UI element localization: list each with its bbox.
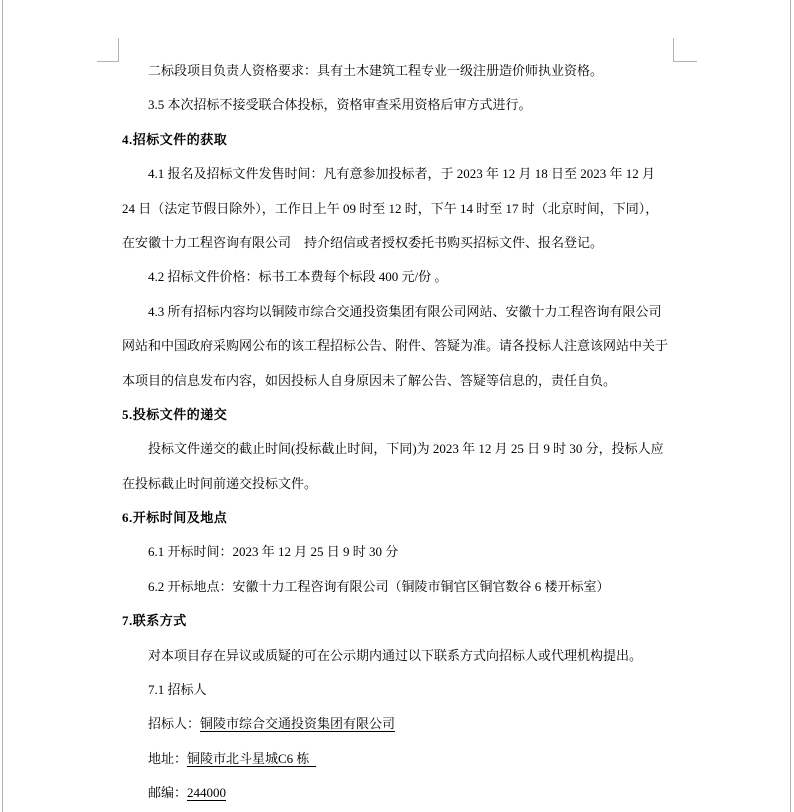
section-heading bbox=[122, 501, 673, 535]
text-run: 7.联系方式 bbox=[122, 613, 187, 629]
document-text-body bbox=[122, 54, 673, 811]
section-heading bbox=[122, 604, 673, 638]
text-line bbox=[122, 639, 673, 673]
page-left-edge-line bbox=[2, 0, 3, 812]
text-line bbox=[122, 673, 673, 707]
text-run: 3.5 本次招标不接受联合体投标，资格审查采用资格后审方式进行。 bbox=[148, 97, 532, 113]
text-run: 对本项目存在异议或质疑的可在公示期内通过以下联系方式向招标人或代理机构提出。 bbox=[148, 647, 643, 663]
margin-crop-mark-top-left-icon bbox=[97, 38, 119, 62]
underlined-field-value: 铜陵市综合交通投资集团有限公司 bbox=[200, 716, 396, 732]
text-line bbox=[122, 54, 673, 88]
text-line bbox=[122, 570, 673, 604]
text-line bbox=[122, 535, 673, 569]
text-run: 6.1 开标时间：2023 年 12 月 25 日 9 时 30 分 bbox=[148, 544, 399, 560]
text-run: 投标文件递交的截止时间(投标截止时间，下同)为 2023 年 12 月 25 日 9 时 30 分，投标人应 bbox=[148, 441, 664, 457]
text-line bbox=[122, 707, 673, 741]
text-line bbox=[122, 329, 673, 363]
text-line bbox=[122, 192, 673, 226]
underlined-field-value: 铜陵市北斗星城C6 栋 bbox=[187, 750, 316, 766]
text-run: 邮编： bbox=[148, 785, 188, 801]
text-run: 地址： bbox=[148, 750, 188, 766]
text-line bbox=[122, 88, 673, 122]
text-line bbox=[122, 432, 673, 466]
text-line bbox=[122, 157, 673, 191]
text-run: 4.招标文件的获取 bbox=[122, 131, 228, 147]
text-run: 6.开标时间及地点 bbox=[122, 510, 228, 526]
section-heading bbox=[122, 123, 673, 157]
text-run: 7.1 招标人 bbox=[148, 682, 207, 698]
text-run: 网站和中国政府采购网公布的该工程招标公告、附件、答疑为准。请各投标人注意该网站中关于 bbox=[122, 338, 669, 354]
text-line bbox=[122, 776, 673, 810]
text-run: 4.2 招标文件价格：标书工本费每个标段 400 元/份 。 bbox=[148, 269, 448, 285]
text-line bbox=[122, 226, 673, 260]
text-run: 二标段项目负责人资格要求：具有土木建筑工程专业一级注册造价师执业资格。 bbox=[148, 63, 604, 78]
text-line bbox=[122, 467, 673, 501]
margin-crop-mark-top-right-icon bbox=[673, 38, 697, 62]
text-run: 招标人： bbox=[148, 716, 201, 732]
text-run: 在安徽十力工程咨询有限公司 持介绍信或者授权委托书购买招标文件、报名登记。 bbox=[122, 234, 604, 250]
underlined-field-value: 244000 bbox=[187, 785, 227, 801]
section-heading bbox=[122, 398, 673, 432]
text-line bbox=[122, 742, 673, 776]
text-run: 在投标截止时间前递交投标文件。 bbox=[122, 475, 318, 491]
text-run: 6.2 开标地点：安徽十力工程咨询有限公司（铜陵市铜官区铜官数谷 6 楼开标室） bbox=[148, 578, 610, 594]
text-line bbox=[122, 260, 673, 294]
text-run: 4.1 报名及招标文件发售时间：凡有意参加投标者，于 2023 年 12 月 18 日至 2023 年 12 月 bbox=[148, 166, 656, 182]
text-run: 24 日（法定节假日除外），工作日上午 09 时至 12 时，下午 14 时至 17 时（北京时间，下同）， bbox=[122, 200, 659, 216]
text-run: 4.3 所有招标内容均以铜陵市综合交通投资集团有限公司网站、安徽十力工程咨询有限公司 bbox=[148, 303, 662, 319]
text-line bbox=[122, 364, 673, 398]
text-line bbox=[122, 295, 673, 329]
text-run: 5.投标文件的递交 bbox=[122, 406, 228, 422]
page-right-edge-line bbox=[790, 0, 791, 812]
text-run: 本项目的信息发布内容，如因投标人自身原因未了解公告、答疑等信息的，责任自负。 bbox=[122, 372, 617, 388]
